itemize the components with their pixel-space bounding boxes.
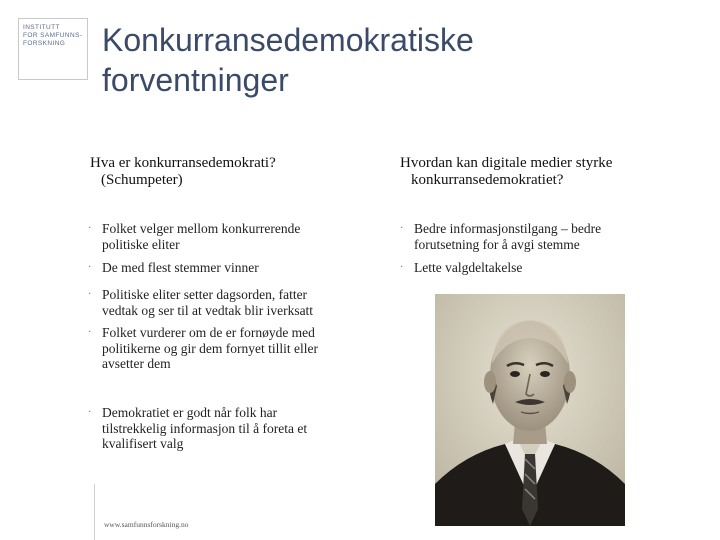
bullet-marker: · [88, 262, 92, 273]
slide-title [102, 20, 662, 100]
right-bullet-2 [398, 260, 698, 276]
left-bullet-1 [86, 221, 386, 252]
left-bullet-4-line-2: politikerne og gir dem fornyet tillit eller [102, 340, 318, 356]
right-heading-line-2: konkurransedemokratiet? [411, 172, 564, 188]
left-bullet-3 [86, 287, 386, 318]
title-line-1: Konkurransedemokratiske [102, 22, 474, 58]
title-line-2: forventninger [102, 62, 289, 98]
portrait-illustration [435, 294, 625, 526]
left-bullet-5-line-3: kvalifisert valg [102, 436, 184, 451]
logo-line-2: FOR SAMFUNNS- [23, 32, 83, 39]
bullet-marker: · [88, 289, 92, 300]
left-heading-line-1: Hva er konkurransedemokrati? [90, 155, 276, 171]
institute-logo [18, 18, 88, 80]
bullet-marker: · [400, 223, 404, 234]
left-bullet-4 [86, 325, 386, 372]
left-bullet-3-line-2: vedtak og ser til at vedtak blir iverksatt [102, 302, 314, 318]
left-bullet-2-line-1: De med flest stemmer vinner [102, 260, 259, 275]
left-bullet-5-line-1: Demokratiet er godt når folk har [102, 405, 278, 420]
left-bullet-4-line-3: avsetter dem [102, 356, 171, 371]
footer-divider [94, 484, 95, 540]
right-bullet-1-line-2: forutsetning for å avgi stemme [414, 236, 580, 252]
right-column-heading [400, 155, 700, 189]
left-bullet-1-line-1: Folket velger mellom konkurrerende [102, 221, 301, 236]
bullet-marker: · [88, 327, 92, 338]
left-heading-line-2: (Schumpeter) [101, 172, 183, 188]
right-bullet-2-line-1: Lette valgdeltakelse [414, 260, 523, 275]
right-heading-line-1: Hvordan kan digitale medier styrke [400, 155, 613, 171]
left-bullet-4-line-1: Folket vurderer om de er fornøyde med [102, 325, 315, 340]
left-bullet-2 [86, 260, 386, 276]
bullet-marker: · [88, 407, 92, 418]
left-bullet-1-line-2: politiske eliter [102, 236, 180, 252]
logo-line-1: INSTITUTT [23, 24, 60, 31]
right-bullet-1 [398, 221, 698, 252]
left-bullet-3-line-1: Politiske eliter setter dagsorden, fatter [102, 287, 308, 302]
right-bullet-1-line-1: Bedre informasjonstilgang – bedre [414, 221, 602, 236]
portrait-photo [435, 294, 625, 526]
left-bullet-5-line-2: tilstrekkelig informasjon til å foreta et [102, 420, 308, 436]
left-column-heading [90, 155, 390, 189]
logo-line-3: FORSKNING [23, 40, 66, 47]
bullet-marker: · [88, 223, 92, 234]
footer-url[interactable]: www.samfunnsforskning.no [104, 520, 189, 529]
bullet-marker: · [400, 262, 404, 273]
left-bullet-5 [86, 405, 386, 452]
